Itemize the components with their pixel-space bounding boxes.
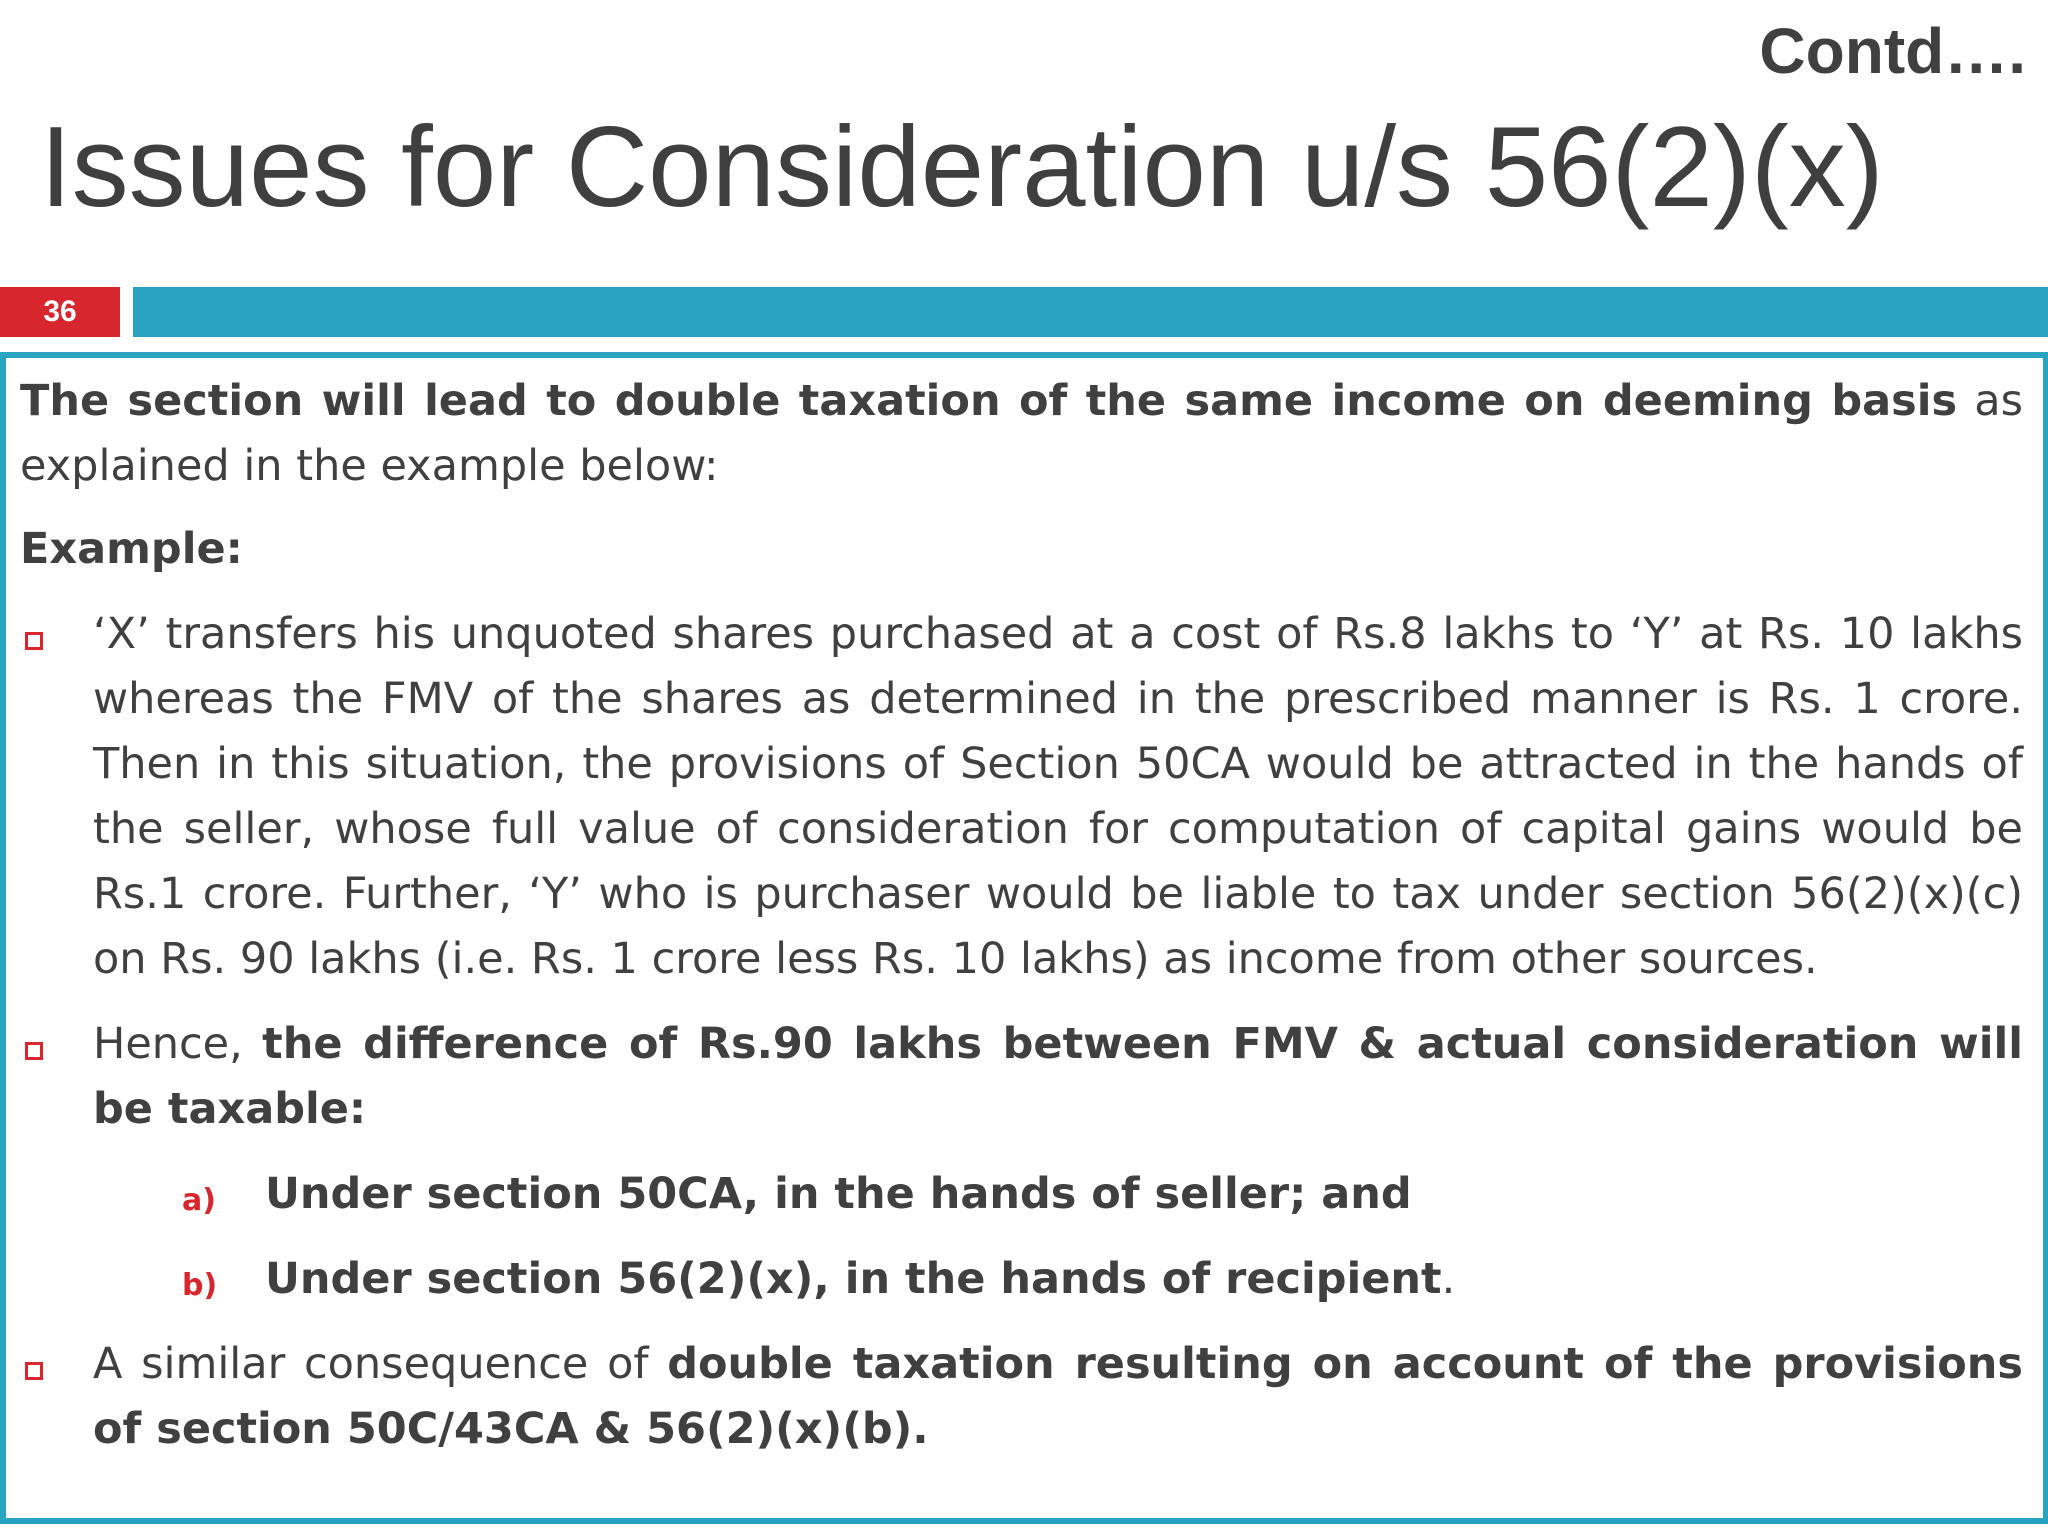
slide-title: Issues for Consideration u/s 56(2)(x) <box>40 104 1884 231</box>
bullet-item-hence <box>20 1012 2023 1142</box>
sub-item-marker: b) <box>182 1268 218 1303</box>
intro-bold: The section will lead to double taxation of the same income on deeming basis <box>20 376 1958 426</box>
hollow-square-icon <box>25 1362 43 1380</box>
hollow-square-icon <box>25 1042 43 1060</box>
sub-item-text: Under section 50CA, in the hands of seller; and <box>265 1169 1412 1219</box>
intro-paragraph <box>20 369 2023 499</box>
bullet-text: A similar consequence of double taxation resulting on account of the provisions of section 50C/43CA & 56(2)(x)(b). <box>93 1339 2024 1454</box>
sub-item-text: Under section 56(2)(x), in the hands of recipient. <box>265 1254 1456 1304</box>
sub-item-b <box>20 1247 2023 1312</box>
header-accent-bar <box>133 287 2048 337</box>
example-heading: Example: <box>20 524 243 574</box>
bullet-text: Hence, the difference of Rs.90 lakhs between FMV & actual consideration will be taxable: <box>93 1019 2023 1134</box>
slide-number-badge <box>0 287 120 337</box>
contd-label: Contd…. <box>1759 15 2026 87</box>
slide-body <box>20 369 2023 1482</box>
sub-item-a <box>20 1162 2023 1227</box>
intro-rest: as explained in the example below: <box>20 376 2024 491</box>
hollow-square-icon <box>25 632 43 650</box>
bullet-text: ‘X’ transfers his unquoted shares purchased at a cost of Rs.8 lakhs to ‘Y’ at Rs. 10 lakhs whereas the FMV of the shares as determined in the prescribed manner is Rs. 1 crore. Then in this situation, the provisions of Section 50CA would be attracted in the hands of the seller, whose full value of consideration for computation of capital gains would be Rs.1 crore. Further, ‘Y’ who is purchaser would be liable to tax under section 56(2)(x)(c) on Rs. 90 lakhs (i.e. Rs. 1 crore less Rs. 10 lakhs) as income from other sources. <box>93 609 2023 984</box>
bullet-item-example <box>20 602 2023 992</box>
bullet-item-similar <box>20 1332 2023 1462</box>
sub-item-marker: a) <box>182 1183 216 1218</box>
slide-number: 36 <box>43 295 77 328</box>
